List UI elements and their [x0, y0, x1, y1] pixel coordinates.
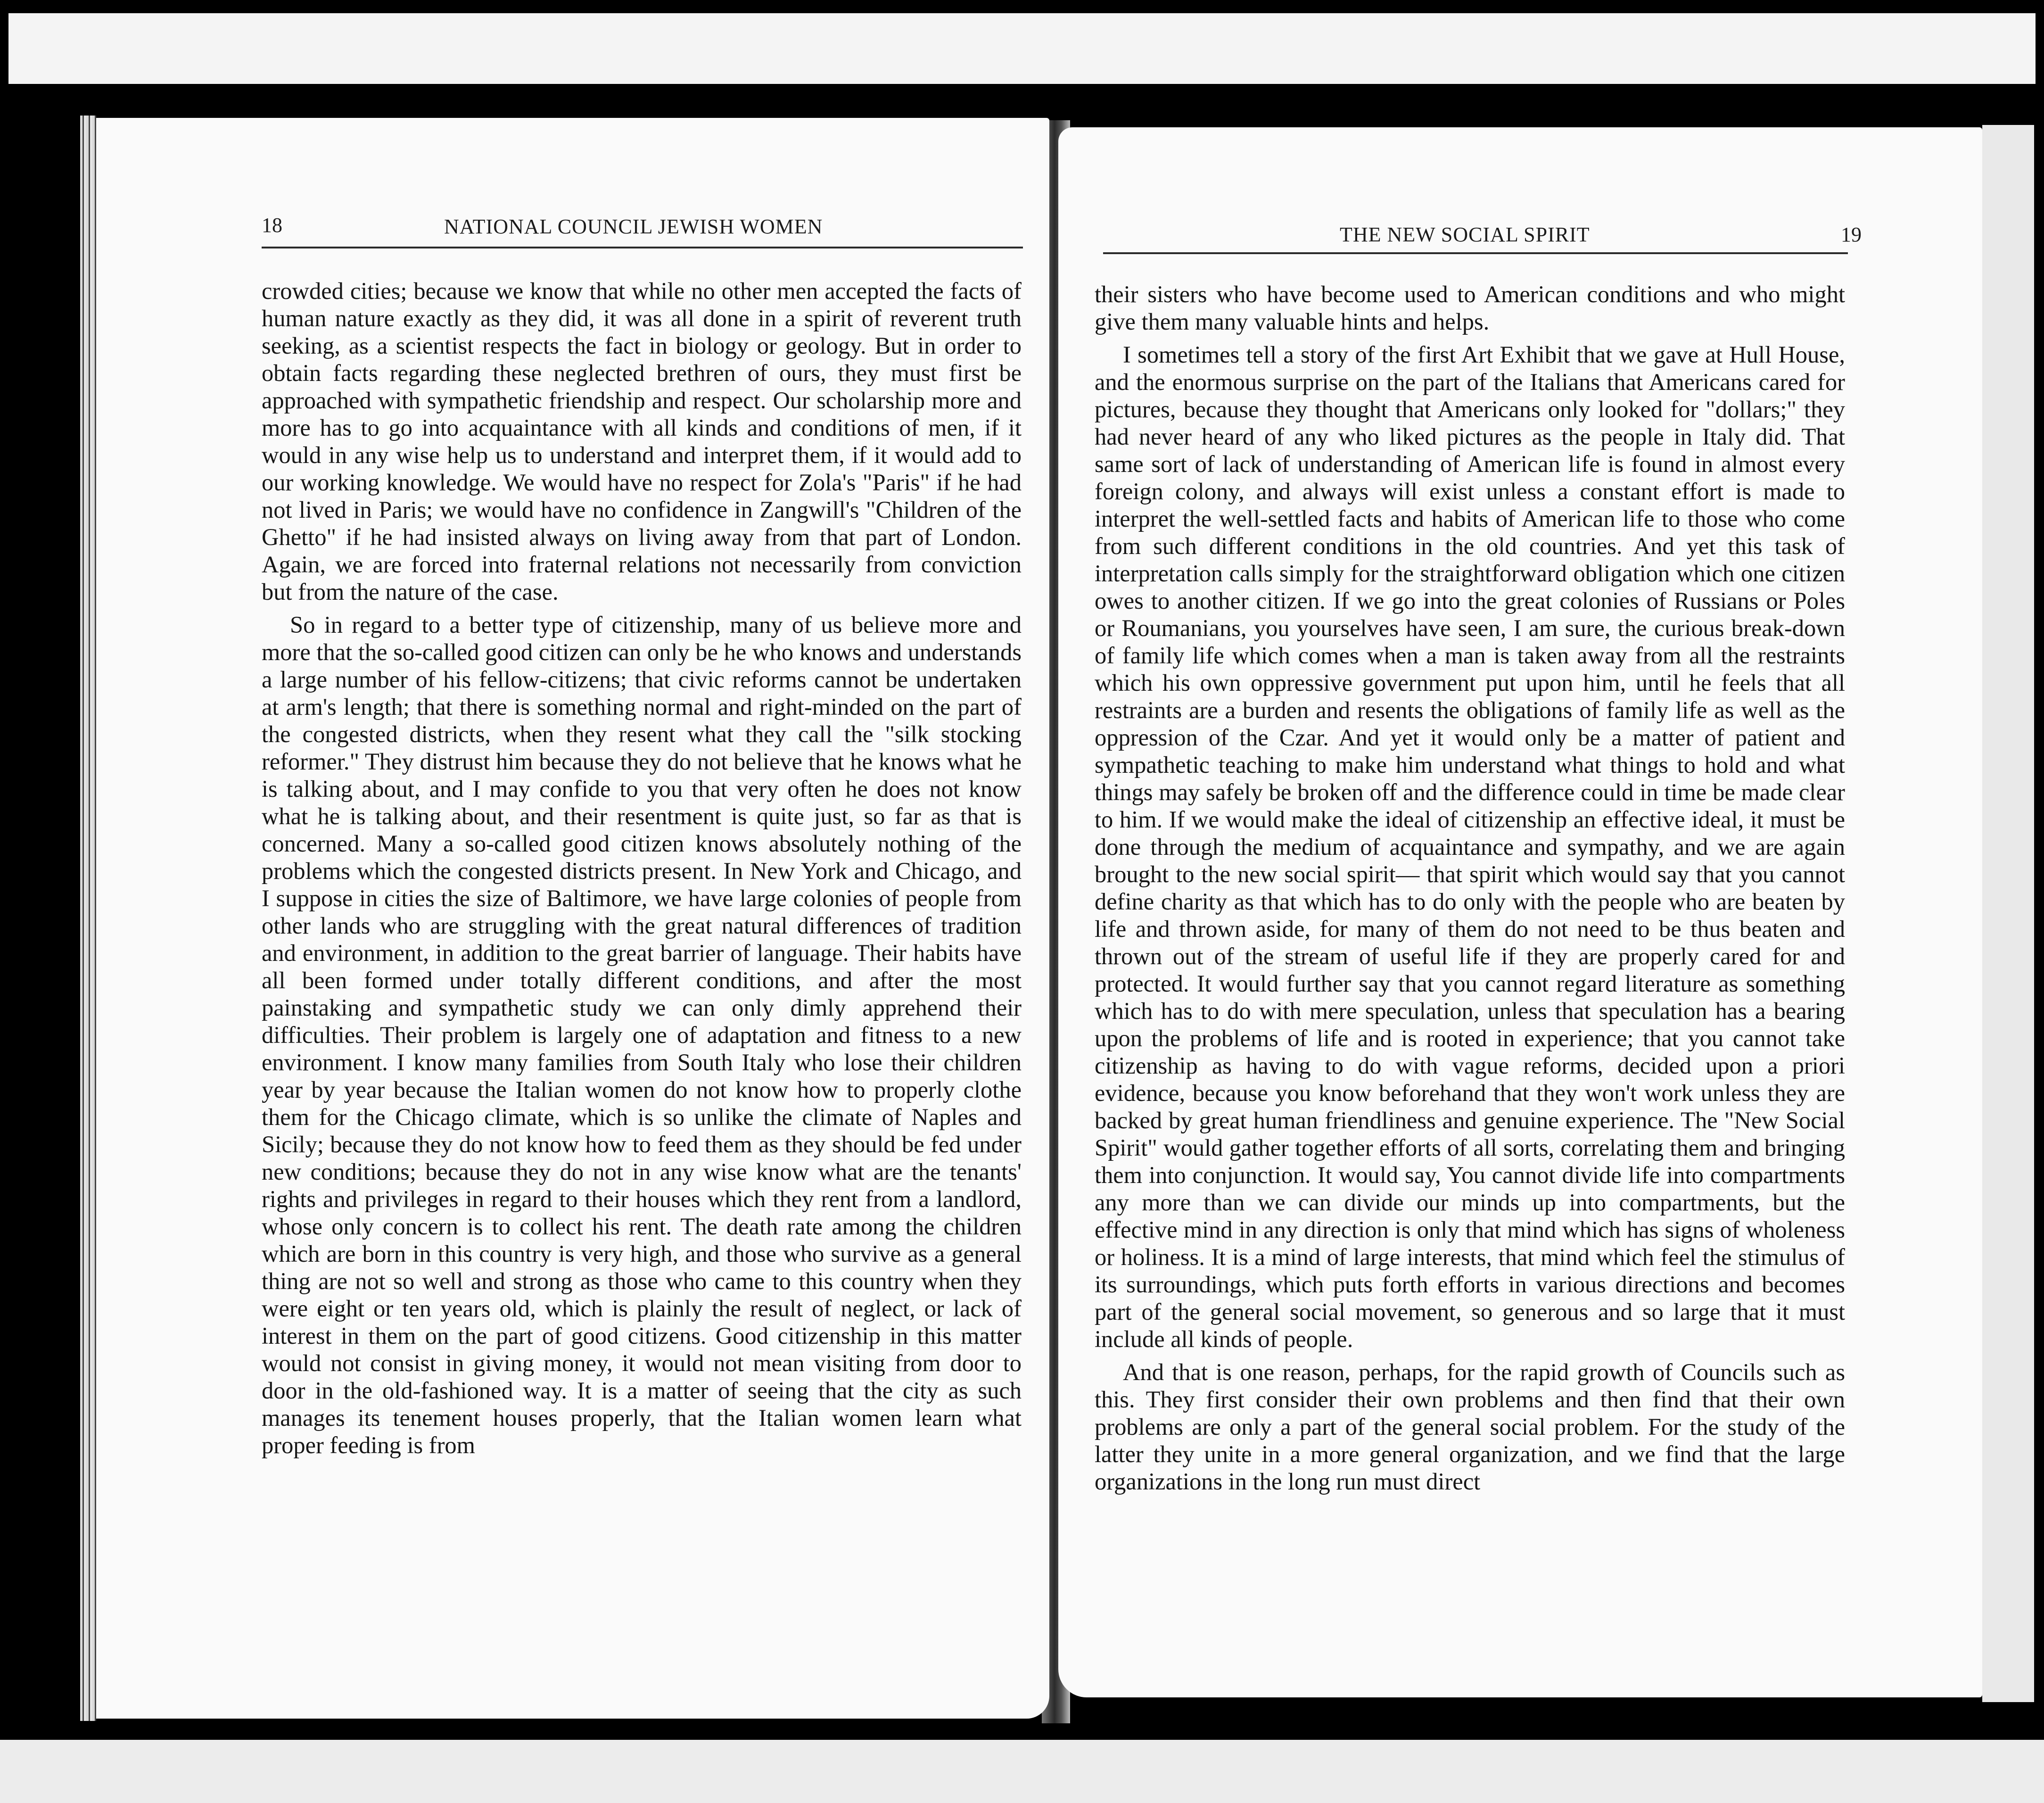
right-paragraph: their sisters who have become used to American conditions and who might give them many valuable hints and helps.: [1095, 281, 1845, 335]
left-header-rule: [262, 247, 1023, 248]
scan-bottom-margin: [0, 1740, 2044, 1803]
right-paragraph: I sometimes tell a story of the first Art Exhibit that we gave at Hull House, and the enormous surprise on the part of the Italians that Americans cared for pictures, because they thought that Americans only looked for "dollars;" they had never heard of any who liked pictures as the people in Italy did. That same sort of lack of understanding of American life is found in almost every foreign colony, and always will exist unless a constant effort is made to interpret the well-settled facts and habits of American life to those who come from such different conditions in the old countries. And yet this task of interpretation calls simply for the straightforward obligation which one citizen owes to another citizen. If we go into the great colonies of Russians or Poles or Roumanians, you yourselves have seen, I am sure, the curious break-down of family life which comes when a man is taken away from all the restraints which his own oppressive government put upon him, until he feels that all restraints are a burden and resents the obligations of family life as well as the oppression of the Czar. And yet it would only be a matter of patient and sympathetic teaching to make him understand what things to hold and what things may safely be broken off and the difference could in time be made clear to him. If we would make the ideal of citizenship an effective ideal, it must be done through the medium of acquaintance and sympathy, and we are again brought to the new social spirit— that spirit which would say that you cannot define charity as that which has to do only with the people who are beaten by life and thrown aside, for many of them do not need to be thus beaten and thrown out of the stream of useful life if they are properly cared for and protected. It would further say that you cannot regard literature as something which has to do with mere speculation, unless that speculation has a bearing upon the problems of life and is rooted in experience; that you cannot take citizenship as having to do with vague reforms, decided upon a priori evidence, because you know beforehand that they won't work unless they are backed by great human friendliness and genuine experience. The "New Social Spirit" would gather together efforts of all sorts, correlating them and bringing them into conjunction. It would say, You cannot divide life into compartments any more than we can divide our minds up into compartments, but the effective mind in any direction is only that mind which has signs of wholeness or holiness. It is a mind of large interests, that mind which feel the stimulus of its surroundings, which puts forth efforts in various directions and becomes part of the general social movement, so generous and so large that it must include all kinds of people.: [1095, 341, 1845, 1352]
left-page-number: 18: [262, 214, 282, 237]
right-paragraph: And that is one reason, perhaps, for the rapid growth of Councils such as this. They first consider their own problems and then find that their own problems are only a part of the general social problem. For the study of the latter they unite in a more general organization, and we find that the large organizations in the long run must direct: [1095, 1359, 1845, 1495]
page-edges-left: [80, 116, 96, 1721]
page-edges-right: [1982, 125, 2034, 1702]
left-page-text: [262, 277, 1022, 1464]
right-page-text: [1095, 281, 1845, 1501]
right-running-head: THE NEW SOCIAL SPIRIT: [1340, 223, 1590, 246]
left-paragraph: So in regard to a better type of citizenship, many of us believe more and more that the so-called good citizen can only be he who knows and understands a large number of his fellow-citizens; that civic reforms cannot be undertaken at arm's length; that there is something normal and right-minded on the part of the congested districts, when they resent what they call the "silk stocking reformer." They distrust him because they do not believe that he knows what he is talking about, and I may confide to you that very often he does not know what he is talking about, and their resentment is quite just, so far as that is concerned. Many a so-called good citizen knows absolutely nothing of the problems which the congested districts present. In New York and Chicago, and I suppose in cities the size of Baltimore, we have large colonies of people from other lands who are struggling with the great natural differences of tradition and environment, in addition to the great barrier of language. Their habits have all been formed under totally different conditions, and after the most painstaking and sympathetic study we can only dimly apprehend their difficulties. Their problem is largely one of adaptation and fitness to a new environment. I know many families from South Italy who lose their children year by year because the Italian women do not know how to properly clothe them for the Chicago climate, which is so unlike the climate of Naples and Sicily; because they do not know how to feed them as they should be fed under new conditions; because they do not in any wise know what are the tenants' rights and privileges in regard to their houses which they rent from a landlord, whose only concern is to collect his rent. The death rate among the children which are born in this country is very high, and those who survive as a general thing are not so well and strong as those who came to this country when they were eight or ten years old, which is plainly the result of neglect, or lack of interest in them on the part of good citizens. Good citizenship in this matter would not consist in giving money, it would not mean visiting from door to door in the old-fashioned way. It is a matter of seeing that the city as such manages its tenement houses properly, that the Italian women learn what proper feeding is from: [262, 612, 1022, 1458]
right-header-rule: [1103, 252, 1848, 254]
left-running-head: NATIONAL COUNCIL JEWISH WOMEN: [444, 215, 823, 238]
left-paragraph: crowded cities; because we know that while no other men accepted the facts of human nature exactly as they did, it was all done in a spirit of reverent truth seeking, as a scientist respects the fact in biology or geology. But in order to obtain facts regarding these neglected brethren of ours, they must first be approached with sympathetic friendship and respect. Our scholarship more and more has to go into acquaintance with all kinds and conditions of men, if it would in any wise help us to understand and interpret them, if it would add to our working knowledge. We would have no respect for Zola's "Paris" if he had not lived in Paris; we would have no confidence in Zangwill's "Children of the Ghetto" if he had insisted always on living away from that part of London. Again, we are forced into fraternal relations not necessarily from conviction but from the nature of the case.: [262, 278, 1022, 605]
right-page-number: 19: [1841, 223, 1862, 246]
scan-top-margin: [8, 13, 2036, 84]
